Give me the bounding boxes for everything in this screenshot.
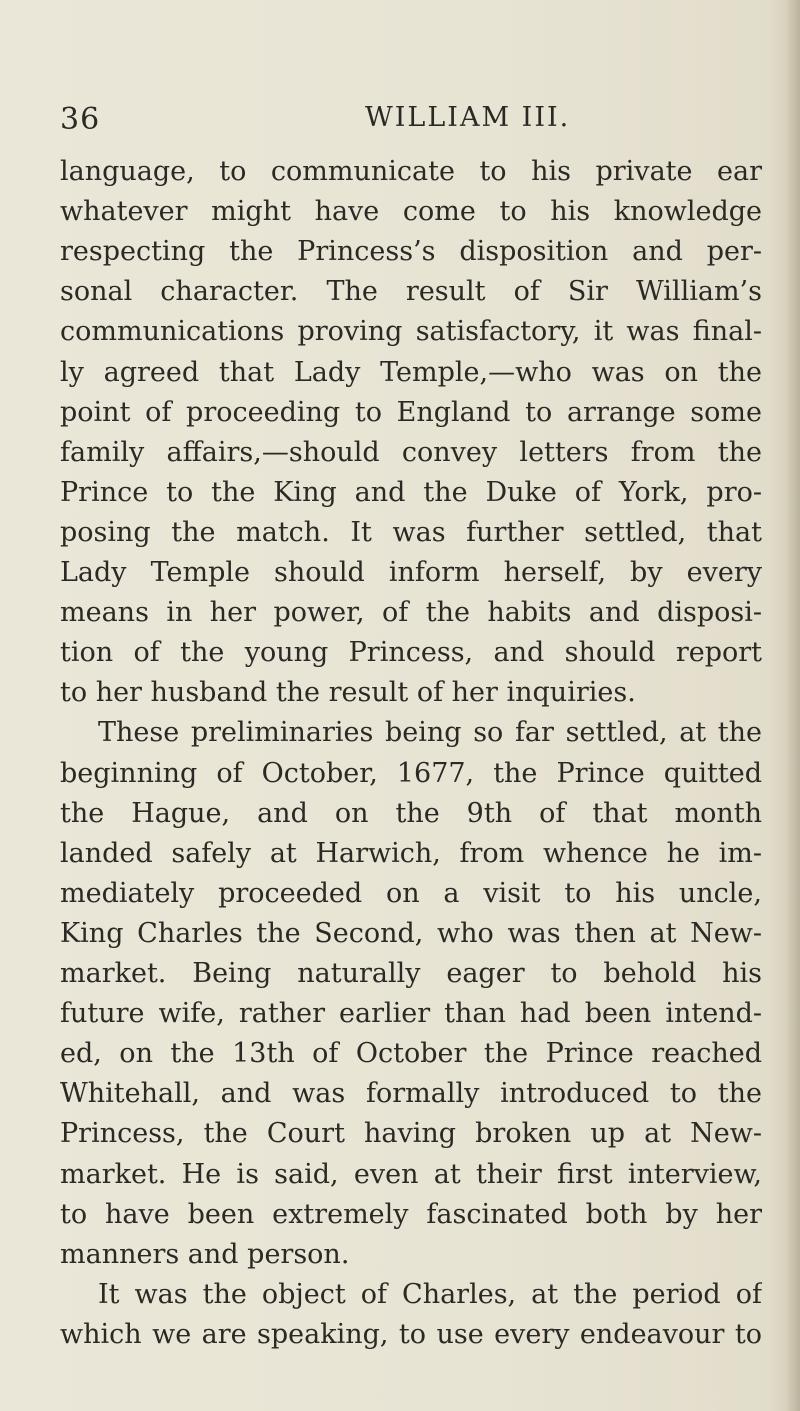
text-line: family affairs,—should convey letters from the	[60, 437, 762, 468]
text-line: to her husband the result of her inquiries.	[60, 677, 636, 708]
page-edge-shadow	[786, 0, 800, 1411]
text-line: the Hague, and on the 9th of that month	[60, 798, 762, 829]
text-line: Whitehall, and was formally introduced to the	[60, 1078, 762, 1109]
text-line: language, to communicate to his private ear	[60, 156, 762, 187]
text-line: to have been extremely fascinated both by her	[60, 1199, 762, 1230]
text-line: means in her power, of the habits and disposi-	[60, 597, 762, 628]
text-line: Princess, the Court having broken up at New-	[60, 1118, 762, 1149]
paragraph-first-line: These preliminaries being so far settled, at the	[98, 717, 762, 748]
text-line: future wife, rather earlier than had been intend-	[60, 998, 762, 1029]
text-line: market. He is said, even at their first interview,	[60, 1159, 762, 1190]
text-line: communications proving satisfactory, it was final-	[60, 316, 762, 347]
text-line: tion of the young Princess, and should report	[60, 637, 762, 668]
text-line: ed, on the 13th of October the Prince reached	[60, 1038, 762, 1069]
text-line: landed safely at Harwich, from whence he im-	[60, 838, 762, 869]
text-line: which we are speaking, to use every endeavour to	[60, 1319, 762, 1350]
text-line: ly agreed that Lady Temple,—who was on the	[60, 357, 762, 388]
body-text	[60, 152, 762, 1382]
page-number: 36	[60, 102, 101, 137]
text-line: Lady Temple should inform herself, by every	[60, 557, 762, 588]
text-line: whatever might have come to his knowledge	[60, 196, 762, 227]
text-line: Prince to the King and the Duke of York, pro-	[60, 477, 762, 508]
text-line: beginning of October, 1677, the Prince quitted	[60, 758, 762, 789]
page-header	[60, 102, 750, 142]
text-line: market. Being naturally eager to behold his	[60, 958, 762, 989]
text-line: manners and person.	[60, 1239, 350, 1270]
text-line: mediately proceeded on a visit to his uncle,	[60, 878, 762, 909]
text-line: King Charles the Second, who was then at New-	[60, 918, 762, 949]
text-line: respecting the Princess’s disposition and per-	[60, 236, 762, 267]
paragraph-first-line: It was the object of Charles, at the period of	[98, 1279, 762, 1310]
text-line: point of proceeding to England to arrange some	[60, 397, 762, 428]
running-head: WILLIAM III.	[365, 102, 571, 133]
text-line: sonal character. The result of Sir William’s	[60, 276, 762, 307]
text-line: posing the match. It was further settled, that	[60, 517, 762, 548]
